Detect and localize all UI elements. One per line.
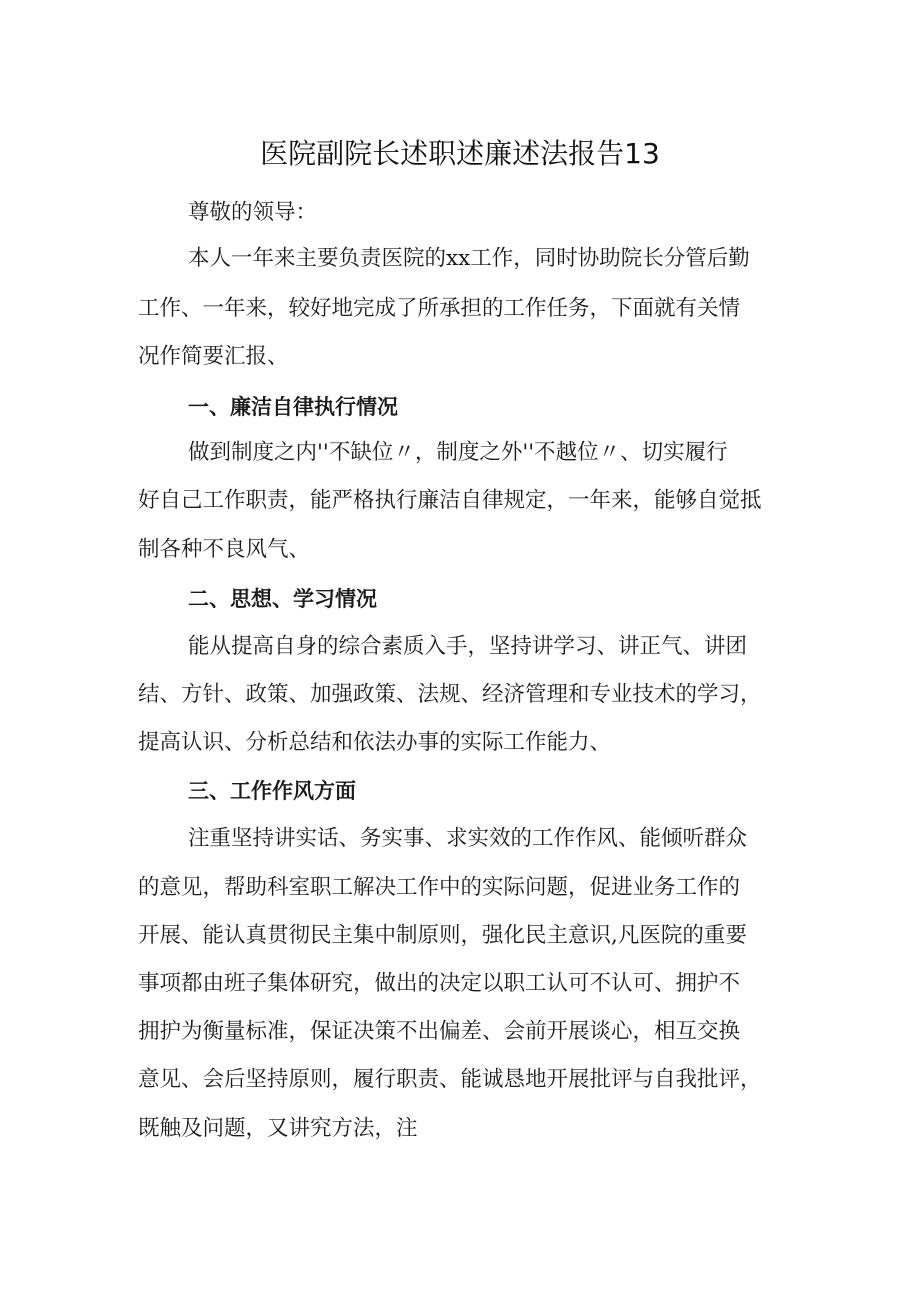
paragraph-2-line-2: 好自己工作职责，能严格执行廉洁自律规定，一年来，能够自觉抵	[138, 488, 762, 513]
document-title: 医院副院长述职述廉述法报告13	[260, 137, 660, 170]
section-heading-3: 三、工作作风方面	[188, 779, 356, 803]
paragraph-4-line-3: 开展、能认真贯彻民主集中制原则，强化民主意识,凡医院的重要	[138, 923, 747, 948]
paragraph-2-line-1: 做到制度之内''不缺位〃，制度之外''不越位〃、切实履行	[188, 440, 728, 465]
paragraph-3-line-1: 能从提高自身的综合素质入手，坚持讲学习、讲正气、讲团	[188, 634, 748, 659]
paragraph-4-line-5: 拥护为衡量标准，保证决策不出偏差、会前开展谈心，相互交换	[138, 1019, 741, 1044]
paragraph-1-line-3: 况作简要汇报、	[138, 344, 289, 369]
section-heading-1: 一、廉洁自律执行情况	[188, 395, 398, 419]
paragraph-2-line-3: 制各种不良风气、	[138, 537, 311, 562]
paragraph-3-line-2: 结、方针、政策、加强政策、法规、经济管理和专业技术的学习，	[138, 682, 762, 707]
paragraph-4-line-7: 既触及问题，又讲究方法，注	[138, 1116, 418, 1141]
paragraph-4-line-4: 事项都由班子集体研究，做出的决定以职工认可不认可、拥护不	[138, 971, 741, 996]
paragraph-4-line-6: 意见、会后坚持原则，履行职责、能诚恳地开展批评与自我批评，	[138, 1067, 762, 1092]
paragraph-1-line-2: 工作、一年来，较好地完成了所承担的工作任务，下面就有关情	[138, 296, 741, 321]
section-heading-2: 二、思想、学习情况	[188, 587, 377, 611]
paragraph-3-line-3: 提高认识、分析总结和依法办事的实际工作能力、	[138, 730, 612, 755]
paragraph-4-line-1: 注重坚持讲实话、务实事、求实效的工作作风、能倾听群众	[188, 826, 748, 851]
paragraph-4-line-2: 的意见，帮助科室职工解决工作中的实际问题，促进业务工作的	[138, 875, 741, 900]
paragraph-1-line-1: 本人一年来主要负责医院的xx工作，同时协助院长分管后勤	[188, 246, 750, 271]
salutation: 尊敬的领导：	[188, 200, 318, 225]
